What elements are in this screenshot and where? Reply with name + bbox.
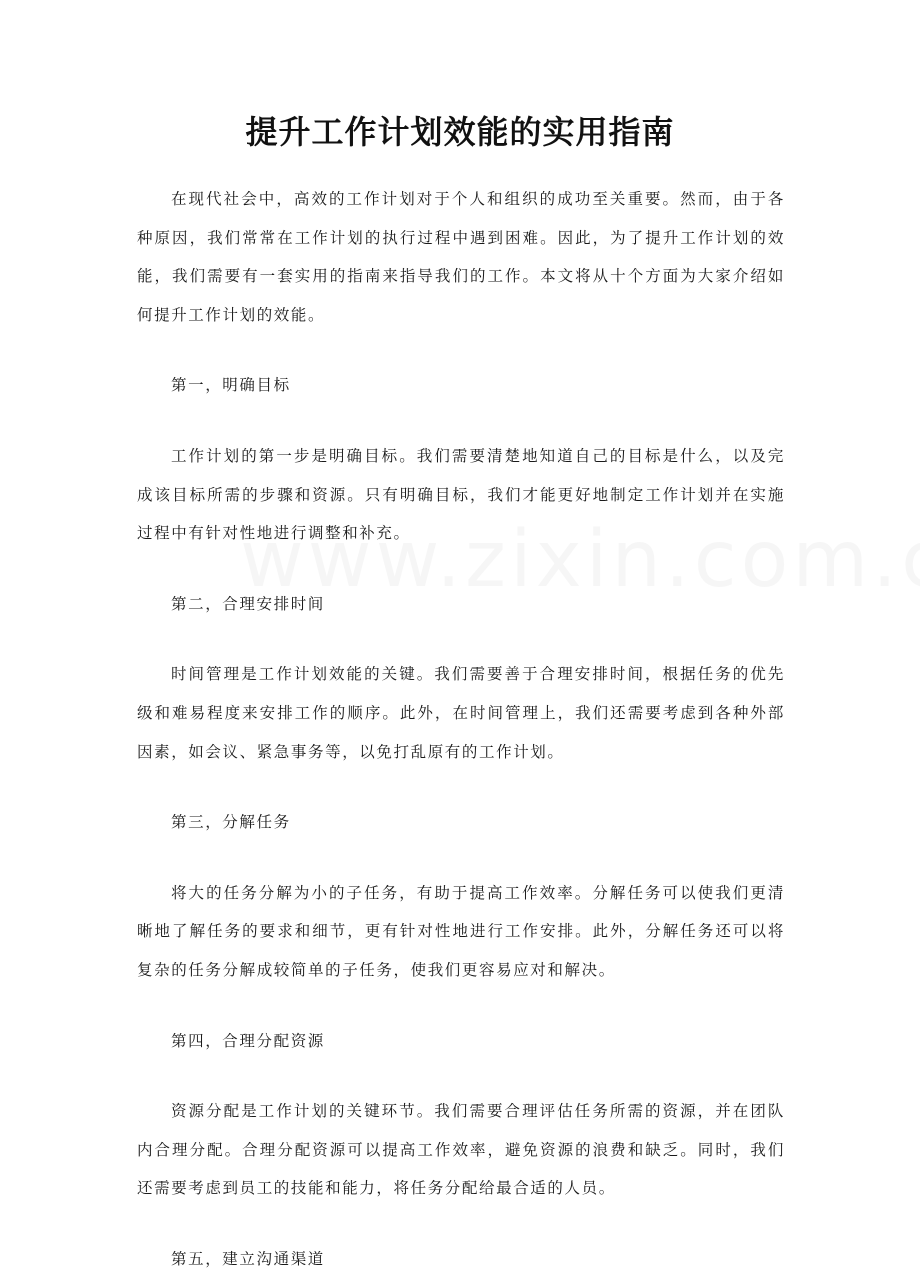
intro-paragraph: 在现代社会中，高效的工作计划对于个人和组织的成功至关重要。然而，由于各种原因，我们常常在工作计划的执行过程中遇到困难。因此，为了提升工作计划的效能，我们需要有一套实用的指南来指导我们的工作。本文将从十个方面为大家介绍如何提升工作计划的效能。 <box>137 190 785 324</box>
section-heading-3: 第三，分解任务 <box>171 813 291 832</box>
section-body-3: 将大的任务分解为小的子任务，有助于提高工作效率。分解任务可以使我们更清晰地了解任务的要求和细节，更有针对性地进行工作安排。此外，分解任务还可以将复杂的任务分解成较简单的子任务，使我们更容易应对和解决。 <box>137 883 785 979</box>
section-heading-2: 第二，合理安排时间 <box>171 594 325 613</box>
section-heading-4: 第四，合理分配资源 <box>171 1031 325 1050</box>
section-body-2: 时间管理是工作计划效能的关键。我们需要善于合理安排时间，根据任务的优先级和难易程度来安排工作的顺序。此外，在时间管理上，我们还需要考虑到各种外部因素，如会议、紧急事务等，以免打乱原有的工作计划。 <box>137 665 785 761</box>
section-heading-1: 第一，明确目标 <box>171 376 291 395</box>
section-body-4: 资源分配是工作计划的关键环节。我们需要合理评估任务所需的资源，并在团队内合理分配。合理分配资源可以提高工作效率，避免资源的浪费和缺乏。同时，我们还需要考虑到员工的技能和能力，将任务分配给最合适的人员。 <box>137 1102 785 1198</box>
section-heading-5: 第五，建立沟通渠道 <box>171 1249 325 1268</box>
document-body <box>137 180 785 1278</box>
page-title: 提升工作计划效能的实用指南 <box>245 113 675 151</box>
section-body-1: 工作计划的第一步是明确目标。我们需要清楚地知道自己的目标是什么，以及完成该目标所需的步骤和资源。只有明确目标，我们才能更好地制定工作计划并在实施过程中有针对性地进行调整和补充。 <box>137 446 785 543</box>
